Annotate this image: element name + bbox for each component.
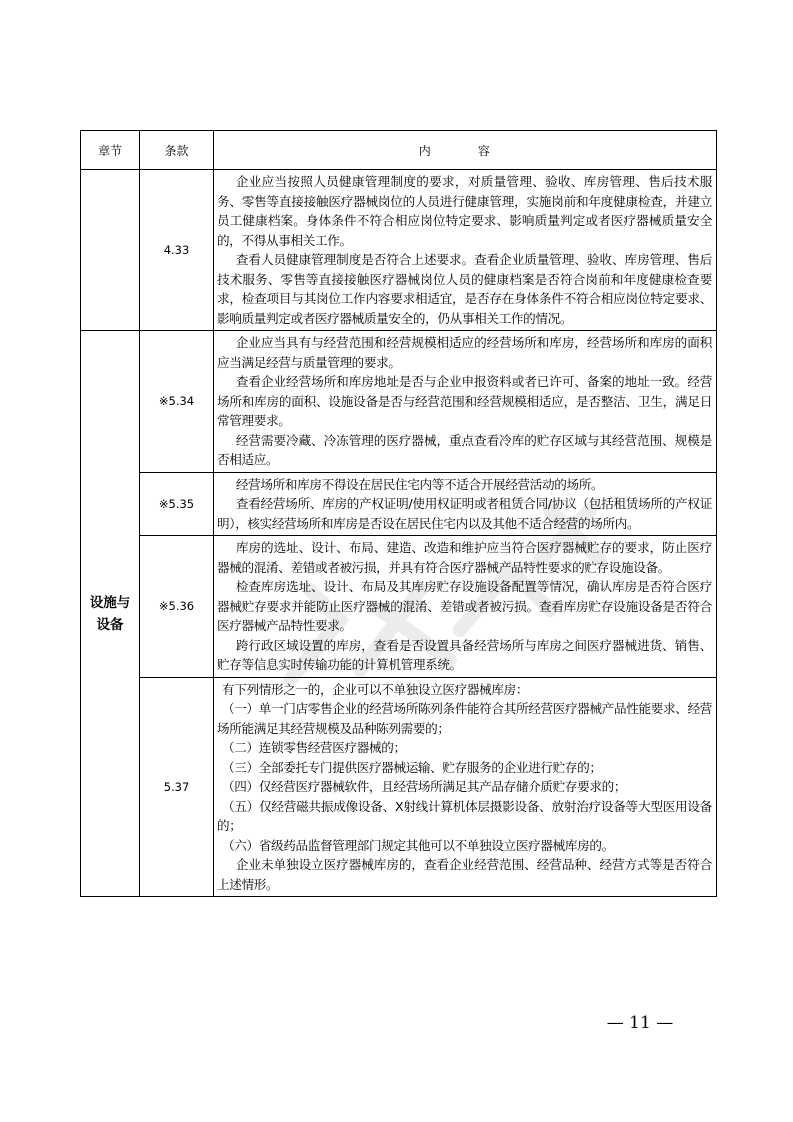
- content-paragraph: 经营场所和库房不得设在居民住宅内等不适合开展经营活动的场所。: [235, 476, 604, 492]
- header-clause: 条款: [140, 131, 214, 170]
- content-cell: [214, 472, 717, 536]
- content-paragraph: 库房的选址、设计、布局、建造、改造和维护应当符合医疗器械贮存的要求，防止医疗器械的混淆、差错或者被污损，并具有符合医疗器械产品特性要求的贮存设施设备。: [217, 540, 712, 575]
- inspection-table: [80, 130, 717, 897]
- content-paragraph: （三）全部委托专门提供医疗器械运输、贮存服务的企业进行贮存的；: [222, 759, 602, 775]
- content-cell: [214, 677, 717, 897]
- clause-cell: 5.37: [140, 677, 214, 897]
- content-paragraph: 企业未单独设立医疗器械库房的，查看企业经营范围、经营品种、经营方式等是否符合上述情形。: [217, 857, 712, 892]
- chapter-cell-empty: [81, 170, 140, 331]
- content-paragraph: 企业应当按照人员健康管理制度的要求，对质量管理、验收、库房管理、售后技术服务、零售等直接接触医疗器械岗位的人员进行健康管理，实施岗前和年度健康检查，并建立员工健康档案。身体条件不符合相应岗位特定要求、影响质量判定或者医疗器械质量安全的，不得从事相关工作。: [217, 174, 712, 248]
- content-paragraph: （五）仅经营磁共振成像设备、X射线计算机体层摄影设备、放射治疗设备等大型医用设备的；: [217, 798, 712, 833]
- clause-cell: ※5.34: [140, 331, 214, 473]
- table-row: [81, 472, 717, 536]
- clause-cell: ※5.36: [140, 536, 214, 678]
- table-row: [81, 536, 717, 678]
- page-number: — 11 —: [606, 1013, 674, 1033]
- header-chapter: 章节: [81, 131, 140, 170]
- content-paragraph: （六）省级药品监督管理部门规定其他可以不单独设立医疗器械库房的。: [222, 837, 614, 853]
- table-row: [81, 331, 717, 473]
- content-paragraph: 企业应当具有与经营范围和经营规模相适应的经营场所和库房，经营场所和库房的面积应当满足经营与质量管理的要求。: [217, 335, 712, 370]
- content-paragraph: （四）仅经营医疗器械软件，且经营场所满足其产品存储介质贮存要求的；: [222, 779, 627, 794]
- content-paragraph: 查看人员健康管理制度是否符合上述要求。查看企业质量管理、验收、库房管理、售后技术服务、零售等直接接触医疗器械岗位人员的健康档案是否符合岗前和年度健康检查要求，检查项目与其岗位工作内容要求相适宜，是否存在身体条件不符合相应岗位特定要求、影响质量判定或者医疗器械质量安全的，仍从事相关工作的情况。: [217, 252, 712, 326]
- content-paragraph: 跨行政区域设置的库房，查看是否设置具备经营场所与库房之间医疗器械进货、销售、贮存等信息实时传输功能的计算机管理系统。: [217, 637, 712, 672]
- clause-cell: 4.33: [140, 170, 214, 331]
- content-paragraph: （一）单一门店零售企业的经营场所陈列条件能符合其所经营医疗器械产品性能要求、经营场所能满足其经营规模及品种陈列需要的；: [217, 701, 712, 736]
- content-paragraph: 经营需要冷藏、冷冻管理的医疗器械，重点查看冷库的贮存区域与其经营范围、规模是否相适应。: [217, 432, 712, 467]
- content-cell: [214, 170, 717, 331]
- content-paragraph: 有下列情形之一的，企业可以不单独设立医疗器械库房：: [222, 681, 529, 697]
- chapter-cell: [81, 331, 140, 897]
- chapter-label-line: 设备: [96, 616, 124, 633]
- chapter-label-line: 设施与: [89, 594, 131, 611]
- clause-cell: ※5.35: [140, 472, 214, 536]
- header-content: 内 容: [214, 131, 717, 170]
- content-cell: [214, 536, 717, 678]
- table-row: [81, 170, 717, 331]
- content-cell: [214, 331, 717, 473]
- table-header-row: [81, 131, 717, 170]
- content-paragraph: 查看企业经营场所和库房地址是否与企业申报资料或者已许可、备案的地址一致。经营场所和库房的面积、设施设备是否与经营范围和经营规模相适应，是否整洁、卫生，满足日常管理要求。: [217, 374, 712, 428]
- table-row: [81, 677, 717, 897]
- content-paragraph: 检查库房选址、设计、布局及其库房贮存设施设备配置等情况，确认库房是否符合医疗器械贮存要求并能防止医疗器械的混淆、差错或者被污损。查看库房贮存设施设备是否符合医疗器械产品特性要求。: [217, 579, 712, 633]
- content-paragraph: 查看经营场所、库房的产权证明/使用权证明或者租赁合同/协议（包括租赁场所的产权证明），核实经营场所和库房是否设在居民住宅内以及其他不适合经营的场所内。: [217, 496, 712, 531]
- content-paragraph: （二）连锁零售经营医疗器械的；: [222, 740, 406, 755]
